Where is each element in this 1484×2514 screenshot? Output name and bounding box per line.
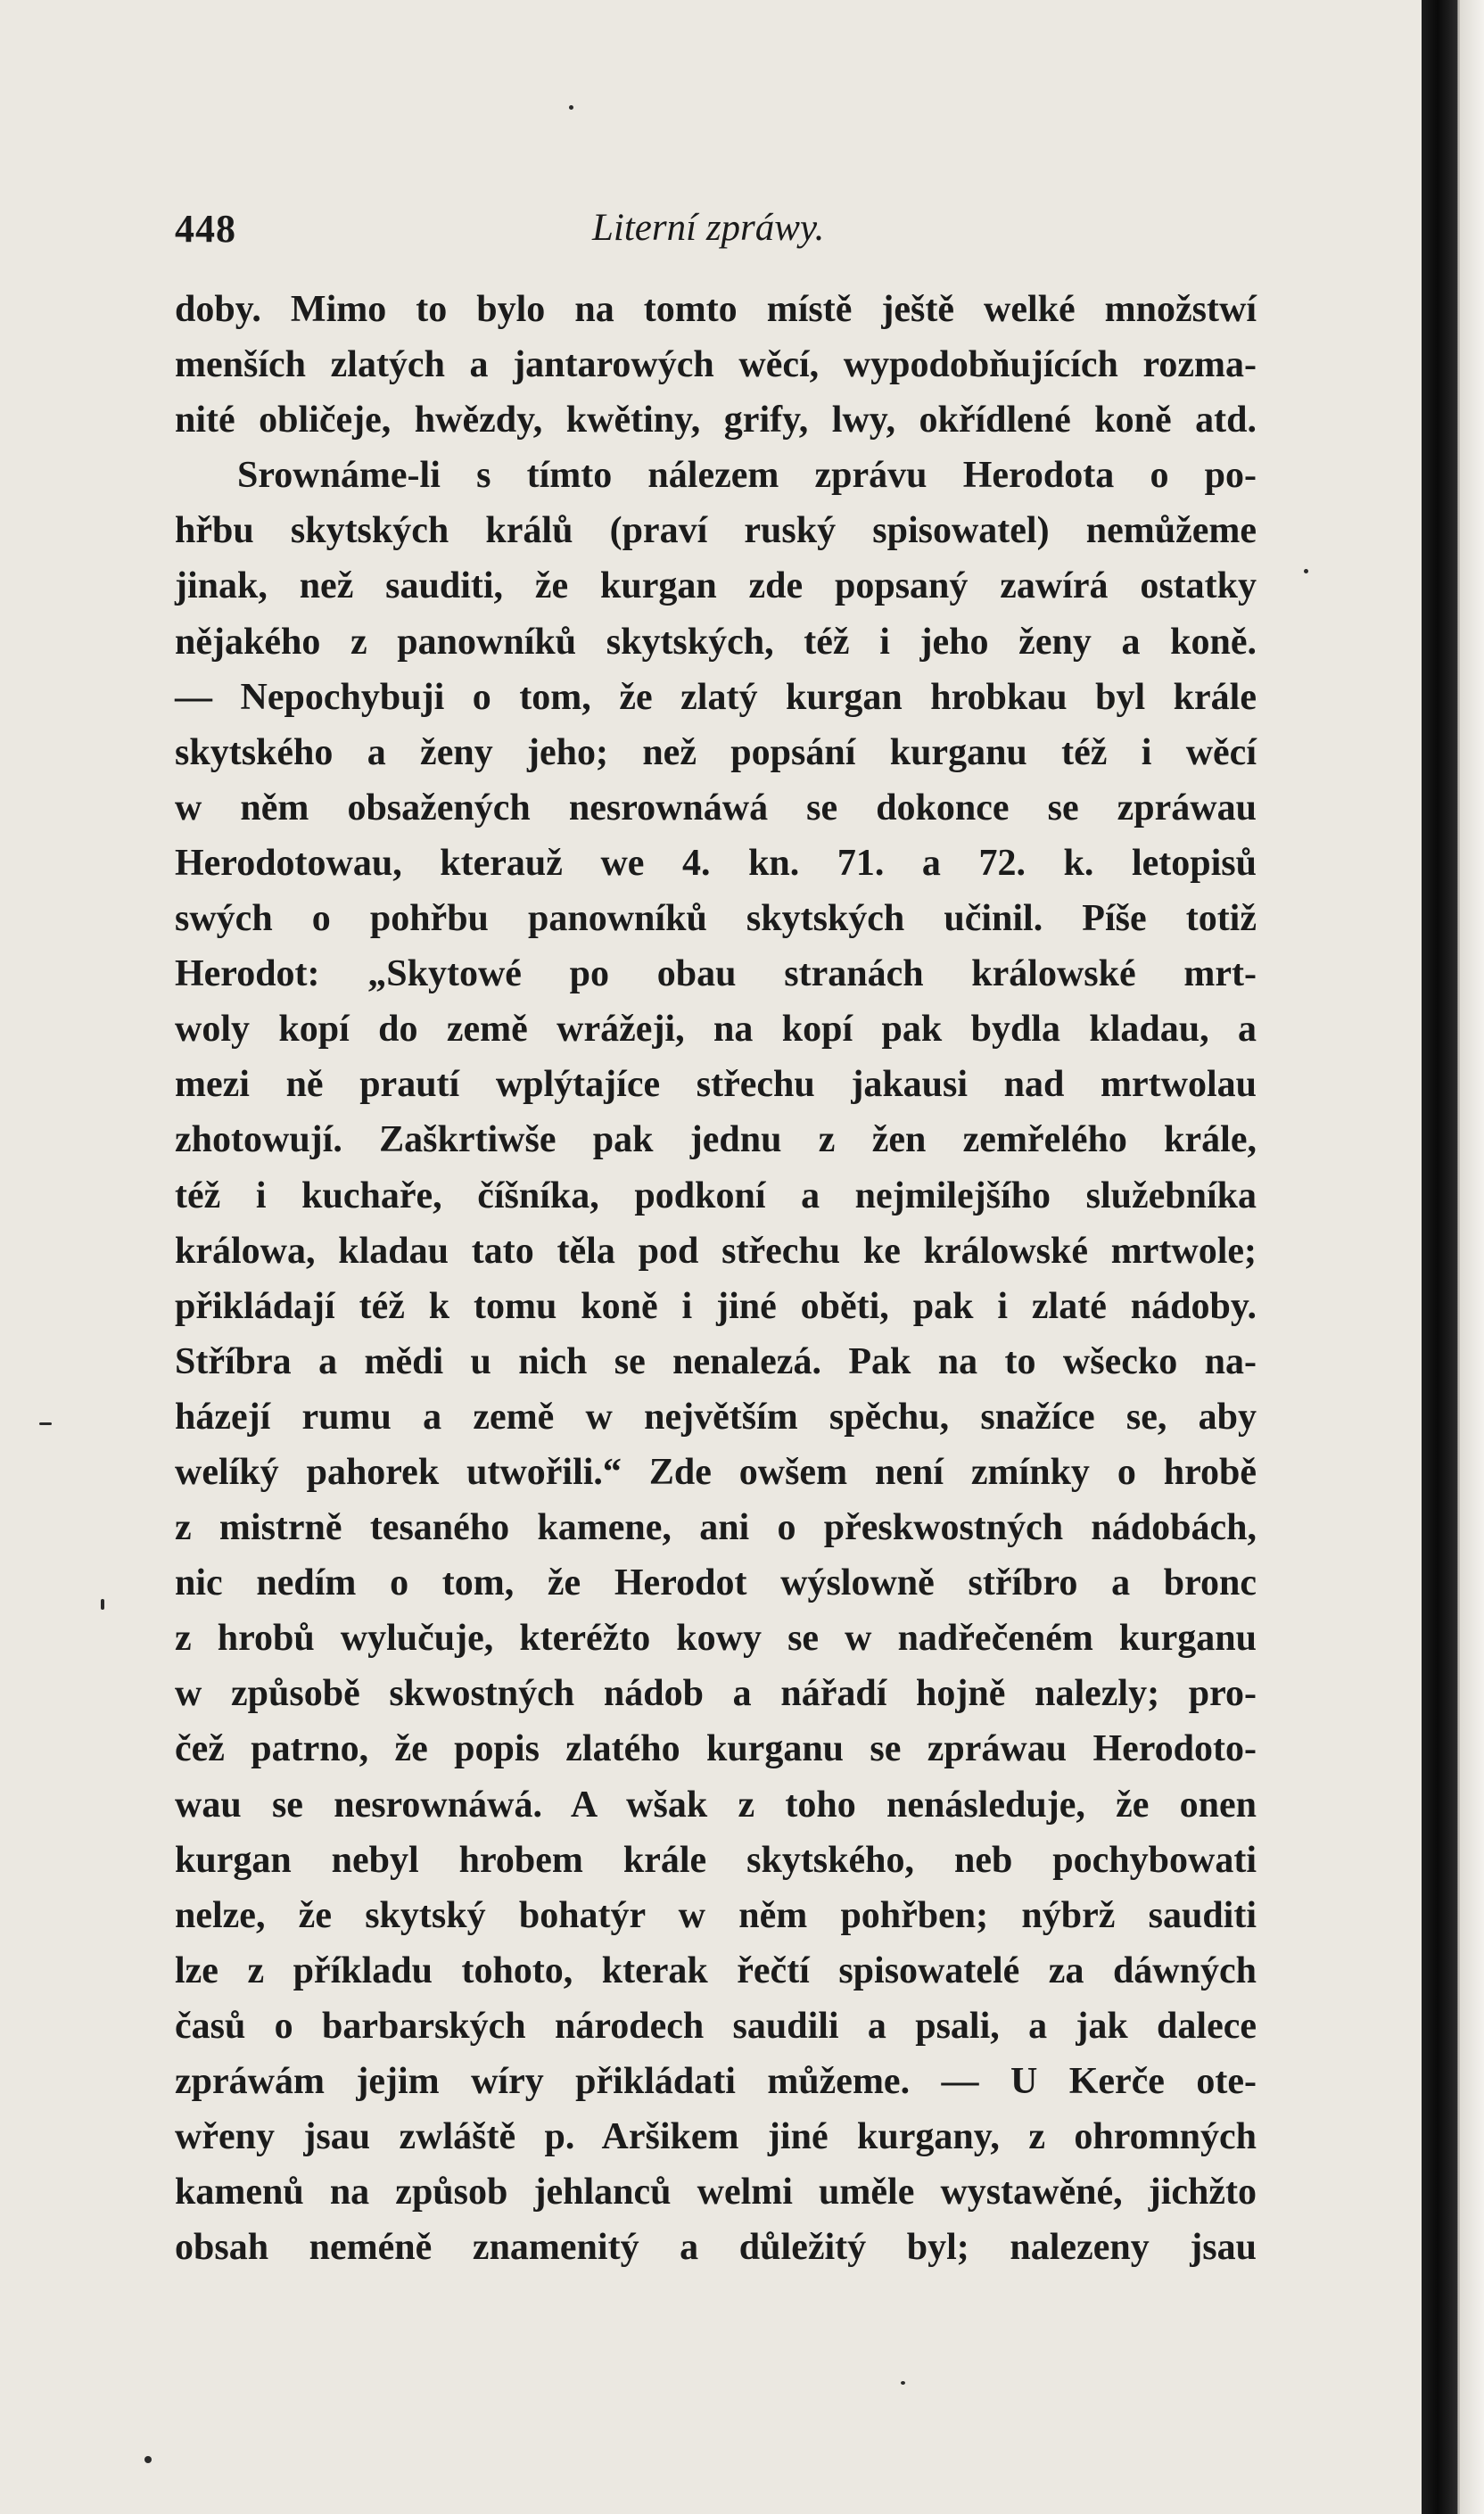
text-line: swých o pohřbu panowníků skytských učinil. Píše totiž: [175, 898, 1257, 940]
text-line: zhotowují. Zaškrtiwše pak jednu z žen zemřelého krále,: [175, 1119, 1257, 1161]
text-line: Herodot: „Skytowé po obau stranách králowské mrt-: [175, 953, 1257, 995]
body-text: [175, 282, 1257, 2275]
text-line: z hrobů wylučuje, kteréžto kowy se w nadřečeném kurganu: [175, 1618, 1257, 1660]
text-line: mezi ně prautí wplýtajíce střechu jakausi nad mrtwolau: [175, 1064, 1257, 1106]
text-line: časů o barbarských národech saudili a psali, a jak dalece: [175, 2005, 1257, 2047]
text-line: Stříbra a mědi u nich se nenalezá. Pak na to wšecko na-: [175, 1340, 1257, 1382]
ink-speck: [569, 105, 573, 110]
text-line: z mistrně tesaného kamene, ani o přeskwostných nádobách,: [175, 1507, 1257, 1549]
text-line: hřbu skytských králů (praví ruský spisowatel) nemůžeme: [175, 510, 1257, 552]
text-line: též i kuchaře, číšníka, podkoní a nejmilejšího služebníka: [175, 1175, 1257, 1216]
text-line: Srownáme-li s tímto nálezem zprávu Herodota o po-: [237, 455, 1257, 497]
text-line: čež patrno, že popis zlatého kurganu se zpráwau Herodoto-: [175, 1728, 1257, 1770]
text-line: kurgan nebyl hrobem krále skytského, neb pochybowati: [175, 1839, 1257, 1881]
text-line: nějakého z panowníků skytských, též i jeho ženy a koně.: [175, 621, 1257, 663]
text-line: woly kopí do země wrážeji, na kopí pak bydla kladau, a: [175, 1009, 1257, 1051]
ink-speck: [101, 1599, 104, 1610]
text-line: králowa, kladau tato těla pod střechu ke králowské mrtwole;: [175, 1230, 1257, 1272]
text-line: Herodotowau, kterauž we 4. kn. 71. a 72. k. letopisů: [175, 842, 1257, 884]
running-head: Literní zpráwy.: [592, 207, 825, 249]
text-line: nité obličeje, hwězdy, kwětiny, grify, lwy, okřídlené koně atd.: [175, 400, 1257, 441]
text-line: nic nedím o tom, že Herodot wýslowně stříbro a bronc: [175, 1562, 1257, 1604]
page-number: 448: [175, 207, 236, 251]
ink-speck: [901, 2381, 905, 2385]
ink-speck: [144, 2456, 152, 2463]
text-line: menších zlatých a jantarowých wěcí, wypodobňujících rozma-: [175, 344, 1257, 386]
text-line: přikládají též k tomu koně i jiné oběti, pak i zlaté nádoby.: [175, 1285, 1257, 1327]
text-line: w způsobě skwostných nádob a nářadí hojně nalezly; pro-: [175, 1673, 1257, 1715]
text-line: jinak, než sauditi, že kurgan zde popsaný zawírá ostatky: [175, 565, 1257, 607]
text-line: kamenů na způsob jehlanců welmi uměle wystawěné, jichžto: [175, 2172, 1257, 2213]
text-line: zpráwám jejim wíry přikládati můžeme. — U Kerče ote-: [175, 2061, 1257, 2102]
text-line: lze z příkladu tohoto, kterak řečtí spisowatelé za dáwných: [175, 1949, 1257, 1991]
ink-speck: [1304, 569, 1308, 573]
text-line: — Nepochybuji o tom, že zlatý kurgan hrobkau byl krále: [175, 676, 1257, 718]
text-line: obsah neméně znamenitý a důležitý byl; nalezeny jsau: [175, 2227, 1257, 2269]
text-line: doby. Mimo to bylo na tomto místě ještě welké množstwí: [175, 289, 1257, 330]
text-line: skytského a ženy jeho; než popsání kurganu též i wěcí: [175, 731, 1257, 773]
ink-speck: [39, 1422, 52, 1425]
text-line: wau se nesrownáwá. A wšak z toho nenásleduje, že onen: [175, 1784, 1257, 1826]
text-line: w něm obsažených nesrownáwá se dokonce se zpráwau: [175, 787, 1257, 828]
text-line: wřeny jsau zwláště p. Aršikem jiné kurgany, z ohromných: [175, 2116, 1257, 2158]
page-edge-line: [1458, 0, 1460, 2514]
page-header: [175, 206, 1257, 268]
text-line: házejí rumu a země w největším spěchu, snažíce se, aby: [175, 1396, 1257, 1438]
text-line: welíký pahorek utwořili.“ Zde owšem není zmínky o hrobě: [175, 1451, 1257, 1493]
text-line: nelze, že skytský bohatýr w něm pohřben; nýbrž sauditi: [175, 1894, 1257, 1936]
book-page-edge: [1422, 0, 1484, 2514]
